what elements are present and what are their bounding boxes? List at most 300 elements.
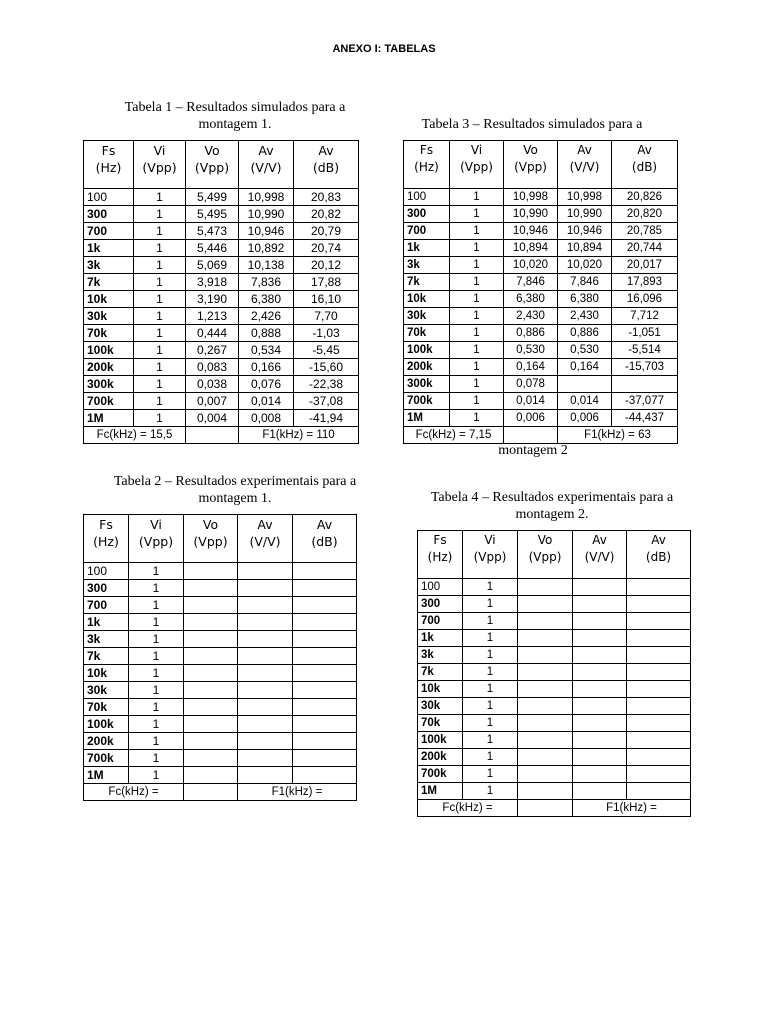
- table-cell: 17,88: [294, 274, 359, 291]
- table-cell: [518, 681, 573, 698]
- table4-caption: [400, 489, 704, 523]
- table-row: [84, 274, 359, 291]
- table-row: [84, 750, 357, 767]
- footer-empty-cell: [184, 784, 238, 801]
- table-cell: [184, 563, 238, 580]
- table-cell: [184, 750, 238, 767]
- table-cell: 20,826: [612, 189, 678, 206]
- table-cell: 0,014: [558, 393, 612, 410]
- frequency-cell: 100: [418, 579, 463, 596]
- footer-row: [404, 427, 678, 444]
- table-cell: [293, 614, 357, 631]
- column-header-line: (dB): [645, 550, 672, 564]
- table-cell: 1: [450, 376, 504, 393]
- table-cell: [627, 630, 691, 647]
- frequency-cell: 70k: [404, 325, 450, 342]
- frequency-cell: 10k: [418, 681, 463, 698]
- table-cell: 1: [134, 376, 186, 393]
- table-cell: [184, 648, 238, 665]
- table-cell: -1,051: [612, 325, 678, 342]
- table-row: [84, 342, 359, 359]
- table-cell: 1: [450, 325, 504, 342]
- table-cell: 6,380: [239, 291, 294, 308]
- table-cell: 1: [134, 410, 186, 427]
- table-cell: [293, 716, 357, 733]
- column-header-line: (Vpp): [528, 550, 562, 564]
- table-cell: -22,38: [294, 376, 359, 393]
- table-cell: [627, 766, 691, 783]
- frequency-cell: 3k: [404, 257, 450, 274]
- column-header-line: Vi: [150, 517, 162, 532]
- table-cell: [627, 681, 691, 698]
- table-cell: 1: [134, 359, 186, 376]
- column-header-line: (Vpp): [193, 534, 228, 549]
- table1-caption-line1: Tabela 1 – Resultados simulados para a: [124, 100, 346, 115]
- table-cell: 3,918: [186, 274, 239, 291]
- table-row: [84, 631, 357, 648]
- table-cell: 1: [450, 223, 504, 240]
- table-cell: [573, 681, 627, 698]
- table-cell: [518, 732, 573, 749]
- table-cell: 10,946: [558, 223, 612, 240]
- frequency-cell: 3k: [418, 647, 463, 664]
- table-cell: -44,437: [612, 410, 678, 427]
- table-cell: 1: [450, 240, 504, 257]
- table-cell: 1: [463, 647, 518, 664]
- column-header-line: (Vpp): [142, 160, 177, 175]
- table-cell: [518, 749, 573, 766]
- table-cell: 20,820: [612, 206, 678, 223]
- table1: [83, 140, 359, 444]
- table-cell: 16,10: [294, 291, 359, 308]
- table-row: [418, 698, 691, 715]
- frequency-cell: 1k: [84, 240, 134, 257]
- table-cell: 7,70: [294, 308, 359, 325]
- table-cell: [184, 716, 238, 733]
- table-cell: 20,12: [294, 257, 359, 274]
- table-row: [404, 393, 678, 410]
- table-cell: [573, 766, 627, 783]
- table-cell: [573, 715, 627, 732]
- table-cell: [293, 665, 357, 682]
- table-cell: 10,894: [558, 240, 612, 257]
- table-cell: [573, 783, 627, 800]
- frequency-cell: 1k: [84, 614, 129, 631]
- table-cell: [184, 597, 238, 614]
- table-cell: [573, 579, 627, 596]
- table-row: [84, 597, 357, 614]
- frequency-cell: 200k: [404, 359, 450, 376]
- frequency-cell: 700: [418, 613, 463, 630]
- table-cell: 7,712: [612, 308, 678, 325]
- cutoff-frequency-fc: Fc(kHz) =: [418, 800, 518, 817]
- column-header-line: Vi: [153, 143, 166, 158]
- table-cell: [293, 648, 357, 665]
- frequency-cell: 700: [84, 597, 129, 614]
- frequency-cell: 100k: [84, 716, 129, 733]
- table-row: [418, 596, 691, 613]
- table-cell: 20,82: [294, 206, 359, 223]
- table-cell: [518, 783, 573, 800]
- table-cell: 0,038: [186, 376, 239, 393]
- table-cell: 10,946: [504, 223, 558, 240]
- frequency-cell: 100k: [404, 342, 450, 359]
- table-cell: [293, 631, 357, 648]
- table-cell: [627, 647, 691, 664]
- column-header-line: (V/V): [584, 550, 615, 564]
- table-cell: [238, 648, 293, 665]
- table-row: [84, 699, 357, 716]
- table-cell: [293, 767, 357, 784]
- column-header-line: Vi: [484, 533, 496, 547]
- column-header-line: (Hz): [414, 160, 439, 174]
- frequency-cell: 300: [418, 596, 463, 613]
- column-header: [558, 141, 612, 189]
- table4: [417, 530, 691, 817]
- table-cell: [238, 563, 293, 580]
- column-header-line: Av: [258, 143, 274, 158]
- frequency-cell: 100: [404, 189, 450, 206]
- table-cell: 0,888: [239, 325, 294, 342]
- table-cell: 17,893: [612, 274, 678, 291]
- column-header-line: (Vpp): [194, 160, 230, 175]
- table-cell: 10,990: [504, 206, 558, 223]
- table-cell: 1: [463, 732, 518, 749]
- column-header: [134, 141, 186, 189]
- table-cell: 6,380: [558, 291, 612, 308]
- table-row: [84, 563, 357, 580]
- frequency-cell: 30k: [404, 308, 450, 325]
- table-cell: 5,495: [186, 206, 239, 223]
- frequency-cell: 30k: [84, 308, 134, 325]
- table-cell: 2,430: [558, 308, 612, 325]
- column-header-line: Av: [637, 143, 652, 157]
- table4-caption-line1: Tabela 4 – Resultados experimentais para a: [430, 490, 674, 505]
- column-header-line: (Vpp): [138, 534, 174, 549]
- table-cell: 5,473: [186, 223, 239, 240]
- table-cell: 0,078: [504, 376, 558, 393]
- frequency-cell: 300k: [404, 376, 450, 393]
- header-row: [404, 141, 678, 189]
- frequency-cell: 100k: [418, 732, 463, 749]
- header-row: [418, 531, 691, 579]
- table-row: [404, 257, 678, 274]
- table-cell: 1: [463, 630, 518, 647]
- table-cell: [573, 664, 627, 681]
- table-cell: 1: [450, 189, 504, 206]
- frequency-cell: 300: [404, 206, 450, 223]
- table-cell: [573, 630, 627, 647]
- table-row: [418, 579, 691, 596]
- column-header-line: Av: [318, 143, 334, 158]
- table-row: [404, 274, 678, 291]
- table-cell: 0,014: [239, 393, 294, 410]
- footer-row: [84, 784, 357, 801]
- table-row: [84, 206, 359, 223]
- table3: [403, 140, 678, 444]
- column-header: [518, 531, 573, 579]
- column-header: [573, 531, 627, 579]
- cutoff-frequency-f1: F1(kHz) = 110: [239, 427, 359, 444]
- table-cell: [627, 613, 691, 630]
- table-cell: 20,744: [612, 240, 678, 257]
- table-cell: [573, 732, 627, 749]
- table-row: [84, 359, 359, 376]
- table-cell: [238, 597, 293, 614]
- table3-caption-line1: Tabela 3 – Resultados simulados para a: [421, 117, 643, 132]
- table-row: [84, 223, 359, 240]
- table-cell: 20,74: [294, 240, 359, 257]
- document-title: ANEXO I: TABELAS: [332, 43, 436, 55]
- table-row: [84, 580, 357, 597]
- table-cell: 1: [129, 767, 184, 784]
- table-cell: [518, 596, 573, 613]
- table-cell: 0,007: [186, 393, 239, 410]
- table-row: [404, 308, 678, 325]
- frequency-cell: 700: [404, 223, 450, 240]
- table-cell: 1: [129, 597, 184, 614]
- table-cell: 1: [134, 342, 186, 359]
- table1-caption: [96, 99, 374, 133]
- table-cell: [518, 647, 573, 664]
- table-cell: 1: [134, 189, 186, 206]
- table-cell: [293, 682, 357, 699]
- table-row: [418, 715, 691, 732]
- table-cell: 0,076: [239, 376, 294, 393]
- table-cell: 0,164: [558, 359, 612, 376]
- table2-caption-line1: Tabela 2 – Resultados experimentais para a: [113, 474, 357, 489]
- table-cell: [518, 698, 573, 715]
- table-cell: -37,077: [612, 393, 678, 410]
- table-cell: 1: [463, 664, 518, 681]
- frequency-cell: 7k: [404, 274, 450, 291]
- table-cell: 1: [463, 613, 518, 630]
- table-cell: [184, 682, 238, 699]
- cutoff-frequency-f1: F1(kHz) = 63: [558, 427, 678, 444]
- column-header-line: Vo: [204, 143, 220, 158]
- table-cell: [238, 614, 293, 631]
- table3-body: [404, 141, 678, 444]
- table-cell: 1: [134, 274, 186, 291]
- table-cell: 1: [134, 240, 186, 257]
- table-cell: 0,164: [504, 359, 558, 376]
- table-cell: [184, 580, 238, 597]
- table-row: [418, 647, 691, 664]
- table-cell: 10,020: [558, 257, 612, 274]
- table-cell: [184, 733, 238, 750]
- table-row: [418, 732, 691, 749]
- table-cell: 1: [129, 750, 184, 767]
- table-cell: 10,946: [239, 223, 294, 240]
- table1-caption-line2: montagem 1.: [198, 117, 272, 132]
- table-cell: -15,60: [294, 359, 359, 376]
- column-header: [239, 141, 294, 189]
- table-cell: 10,138: [239, 257, 294, 274]
- footer-empty-cell: [504, 427, 558, 444]
- frequency-cell: 7k: [84, 648, 129, 665]
- table-cell: 1: [129, 699, 184, 716]
- frequency-cell: 30k: [84, 682, 129, 699]
- table-cell: [518, 579, 573, 596]
- frequency-cell: 300: [84, 580, 129, 597]
- column-header-line: (Vpp): [514, 160, 547, 174]
- table-cell: [238, 716, 293, 733]
- frequency-cell: 10k: [84, 665, 129, 682]
- frequency-cell: 70k: [418, 715, 463, 732]
- table-cell: [238, 682, 293, 699]
- table-row: [404, 240, 678, 257]
- column-header-line: Fs: [419, 143, 434, 157]
- table-cell: 20,017: [612, 257, 678, 274]
- frequency-cell: 30k: [418, 698, 463, 715]
- table-cell: 2,430: [504, 308, 558, 325]
- table-cell: [627, 783, 691, 800]
- table-row: [404, 359, 678, 376]
- table-row: [84, 648, 357, 665]
- table-cell: 3,190: [186, 291, 239, 308]
- column-header-line: (V/V): [250, 160, 282, 175]
- table-row: [404, 291, 678, 308]
- table-cell: [627, 749, 691, 766]
- table-row: [404, 189, 678, 206]
- column-header-line: Vo: [523, 143, 538, 157]
- table-cell: [627, 715, 691, 732]
- table-cell: 0,530: [504, 342, 558, 359]
- column-header: [612, 141, 678, 189]
- column-header-line: (Vpp): [460, 160, 493, 174]
- table-cell: [238, 767, 293, 784]
- table-cell: [293, 597, 357, 614]
- column-header-line: (Hz): [427, 550, 453, 564]
- table-cell: 1: [463, 596, 518, 613]
- frequency-cell: 70k: [84, 325, 134, 342]
- table-row: [84, 376, 359, 393]
- table-cell: [238, 750, 293, 767]
- column-header: [84, 141, 134, 189]
- table-cell: 1: [129, 665, 184, 682]
- table-cell: [293, 563, 357, 580]
- cutoff-frequency-fc: Fc(kHz) = 15,5: [84, 427, 186, 444]
- table-cell: [518, 630, 573, 647]
- table-row: [84, 189, 359, 206]
- table-row: [404, 206, 678, 223]
- frequency-cell: 70k: [84, 699, 129, 716]
- footer-empty-cell: [186, 427, 239, 444]
- frequency-cell: 1M: [84, 410, 134, 427]
- table-cell: 10,894: [504, 240, 558, 257]
- table-cell: 5,499: [186, 189, 239, 206]
- column-header: [186, 141, 239, 189]
- column-header: [238, 515, 293, 563]
- table-cell: 0,267: [186, 342, 239, 359]
- table-cell: [627, 732, 691, 749]
- table-cell: [184, 614, 238, 631]
- table-cell: 0,008: [239, 410, 294, 427]
- table-cell: 1: [129, 563, 184, 580]
- frequency-cell: 200k: [418, 749, 463, 766]
- frequency-cell: 200k: [84, 359, 134, 376]
- table-cell: 1: [134, 206, 186, 223]
- column-header-line: (Vpp): [473, 550, 507, 564]
- table-cell: 1: [450, 291, 504, 308]
- table-cell: 1: [450, 393, 504, 410]
- table-cell: 20,83: [294, 189, 359, 206]
- frequency-cell: 300: [84, 206, 134, 223]
- table-row: [418, 766, 691, 783]
- table-cell: 1: [129, 648, 184, 665]
- column-header: [293, 515, 357, 563]
- table-row: [84, 325, 359, 342]
- table-row: [84, 410, 359, 427]
- table-row: [404, 325, 678, 342]
- table-cell: 1: [129, 716, 184, 733]
- frequency-cell: 7k: [84, 274, 134, 291]
- table-cell: 2,426: [239, 308, 294, 325]
- footer-row: [84, 427, 359, 444]
- table-cell: [238, 631, 293, 648]
- table-cell: [558, 376, 612, 393]
- table-cell: 1: [134, 223, 186, 240]
- frequency-cell: 100k: [84, 342, 134, 359]
- table-row: [404, 342, 678, 359]
- table2-caption-line2: montagem 1.: [198, 491, 272, 506]
- column-header-line: Vo: [202, 517, 219, 532]
- table-cell: 0,886: [504, 325, 558, 342]
- table-row: [404, 376, 678, 393]
- frequency-cell: 700k: [84, 750, 129, 767]
- table-cell: 1: [134, 257, 186, 274]
- table-row: [84, 733, 357, 750]
- table-cell: [573, 596, 627, 613]
- column-header-line: (Hz): [95, 160, 122, 175]
- cutoff-frequency-f1: F1(kHz) =: [238, 784, 357, 801]
- table-cell: 1: [134, 393, 186, 410]
- table-cell: -5,514: [612, 342, 678, 359]
- table-row: [418, 630, 691, 647]
- table-cell: [627, 698, 691, 715]
- table-cell: 20,79: [294, 223, 359, 240]
- table-row: [84, 291, 359, 308]
- table-cell: [518, 613, 573, 630]
- cutoff-frequency-f1: F1(kHz) =: [573, 800, 691, 817]
- table-cell: [612, 376, 678, 393]
- column-header-line: (Hz): [93, 534, 119, 549]
- table2-body: [84, 515, 357, 801]
- table-row: [404, 223, 678, 240]
- table-cell: [573, 749, 627, 766]
- table-cell: 1: [463, 698, 518, 715]
- frequency-cell: 200k: [84, 733, 129, 750]
- frequency-cell: 100: [84, 189, 134, 206]
- table4-body: [418, 531, 691, 817]
- table-row: [84, 767, 357, 784]
- frequency-cell: 700k: [84, 393, 134, 410]
- table-row: [418, 783, 691, 800]
- column-header: [129, 515, 184, 563]
- frequency-cell: 1k: [418, 630, 463, 647]
- table-cell: 0,886: [558, 325, 612, 342]
- table-cell: 10,998: [239, 189, 294, 206]
- table-row: [418, 681, 691, 698]
- column-header: [418, 531, 463, 579]
- table-cell: 1: [129, 614, 184, 631]
- table-cell: [573, 613, 627, 630]
- table-row: [418, 749, 691, 766]
- table-row: [84, 257, 359, 274]
- table-cell: 7,846: [504, 274, 558, 291]
- table-cell: 1: [129, 631, 184, 648]
- table-cell: 0,014: [504, 393, 558, 410]
